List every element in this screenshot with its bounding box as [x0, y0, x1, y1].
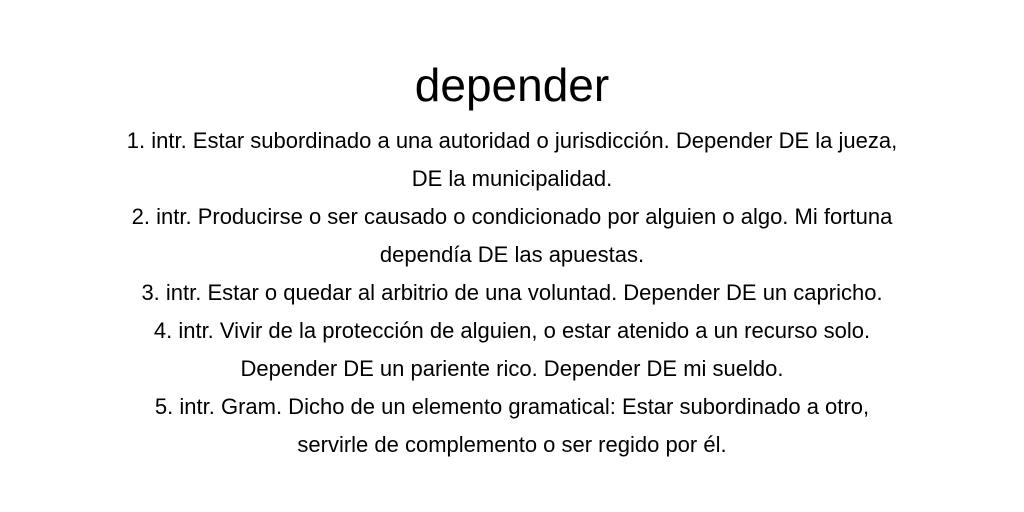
definition-4-line-1: 4. intr. Vivir de la protección de alguien, o estar atenido a un recurso solo.: [153, 318, 871, 343]
definition-2-line-1: 2. intr. Producirse o ser causado o condicionado por alguien o algo. Mi fortuna: [131, 204, 893, 229]
definition-4-line-2: Depender DE un pariente rico. Depender DE mi sueldo.: [240, 356, 784, 381]
definition-1-line-2: DE la municipalidad.: [411, 166, 613, 191]
definition-5-line-1: 5. intr. Gram. Dicho de un elemento gramatical: Estar subordinado a otro,: [154, 394, 870, 419]
definition-1-line-1: 1. intr. Estar subordinado a una autoridad o jurisdicción. Depender DE la jueza,: [126, 128, 898, 153]
definition-2-line-2: dependía DE las apuestas.: [379, 242, 645, 267]
definition-3: [62, 274, 962, 312]
definition-2: [62, 198, 962, 274]
definition-5-line-2: servirle de complemento o ser regido por él.: [297, 432, 727, 457]
definition-1: [62, 122, 962, 198]
definition-5: [62, 388, 962, 464]
definitions-list: [62, 122, 962, 464]
definition-3-line-1: 3. intr. Estar o quedar al arbitrio de una voluntad. Depender DE un capricho.: [141, 280, 883, 305]
definition-4: [62, 312, 962, 388]
headword-title: depender: [414, 59, 610, 111]
